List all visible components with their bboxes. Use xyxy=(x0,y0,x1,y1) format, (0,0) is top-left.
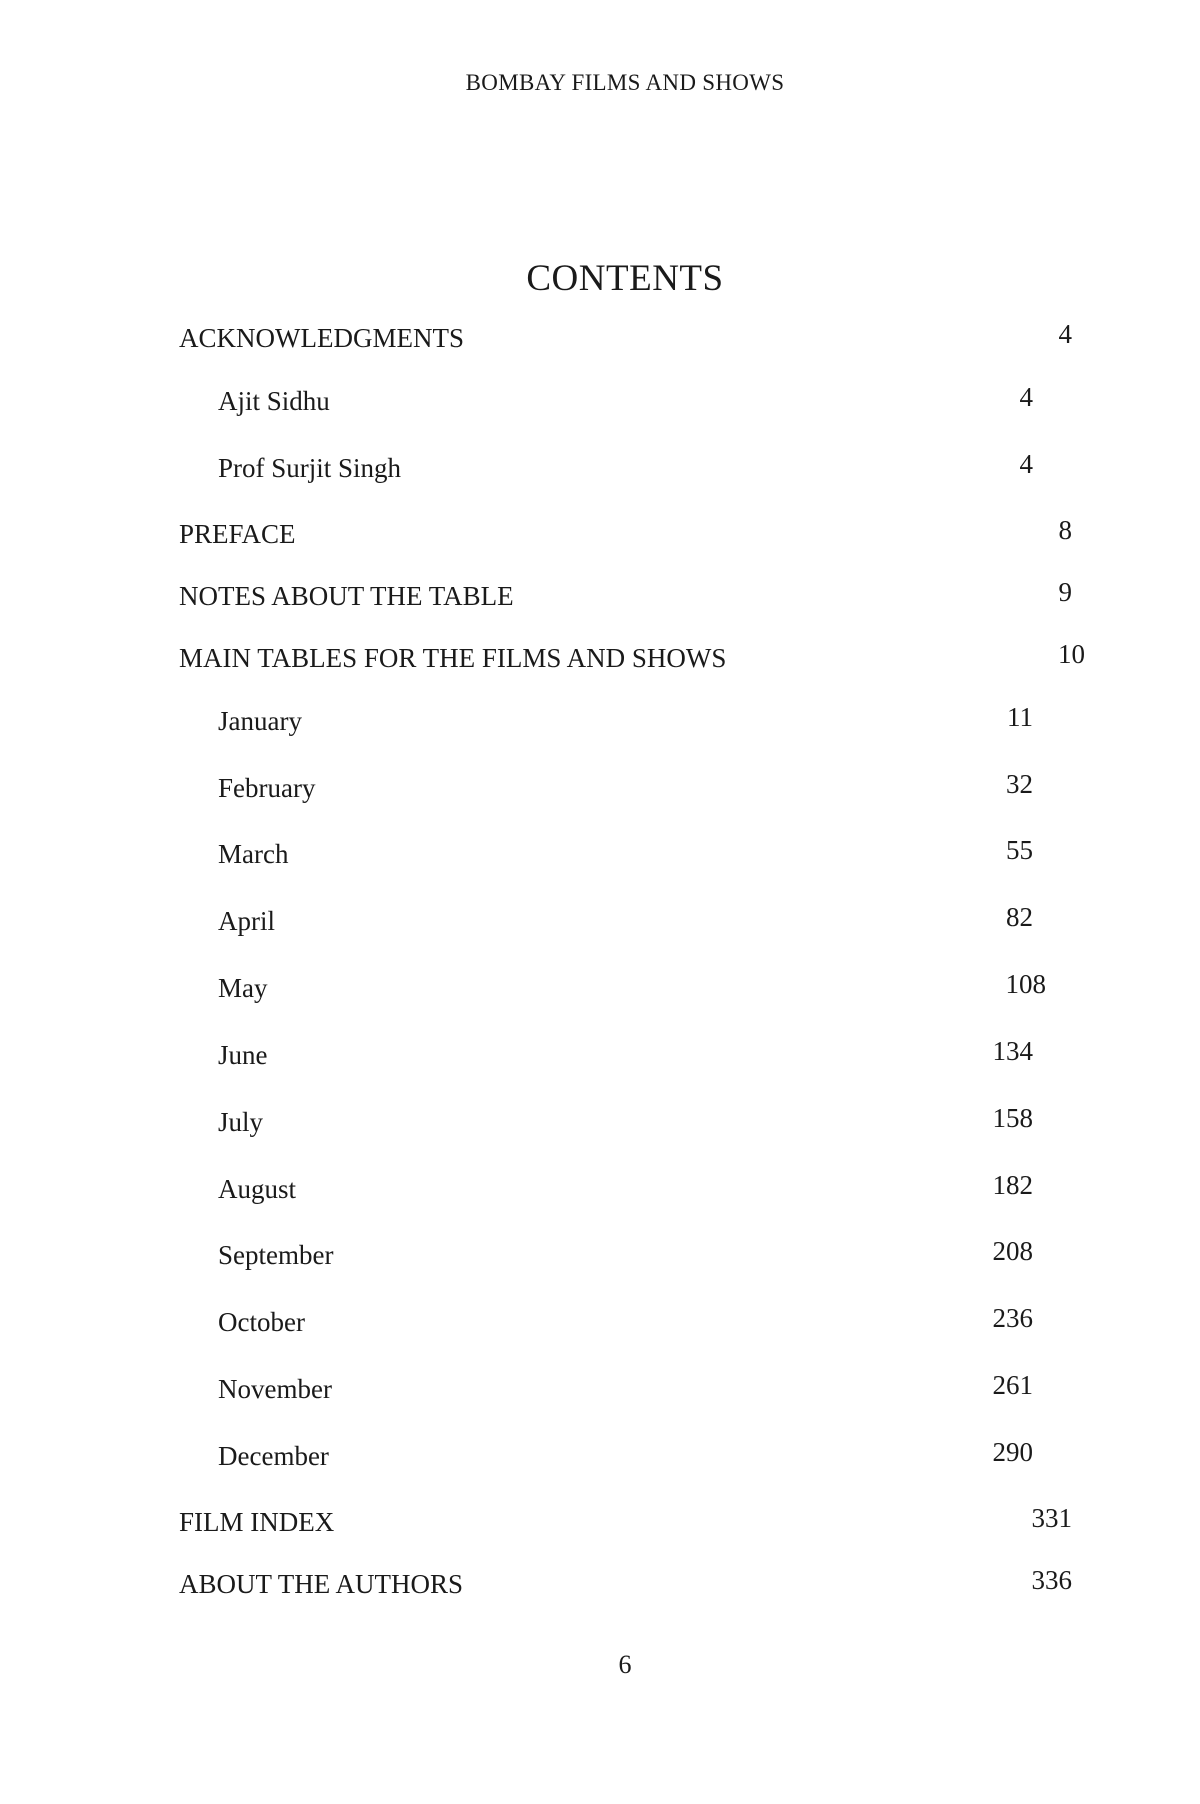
contents-title: CONTENTS xyxy=(526,258,724,299)
toc-entry-page: 331 xyxy=(1031,1503,1072,1533)
toc-entry-label: NOTES ABOUT THE TABLE xyxy=(179,581,514,611)
toc-entry-page: 208 xyxy=(992,1236,1033,1266)
toc-entry-label: April xyxy=(218,906,275,936)
toc-entry-march[interactable] xyxy=(0,835,1200,879)
toc-entry-page: 32 xyxy=(1006,769,1033,799)
toc-entry-label: December xyxy=(218,1441,329,1471)
toc-entry-label: ABOUT THE AUTHORS xyxy=(179,1569,464,1599)
toc-entry-surjit-singh[interactable] xyxy=(0,449,1200,493)
toc-entry-page: 158 xyxy=(992,1103,1033,1133)
toc-entry-label: July xyxy=(218,1107,264,1137)
toc-entry-label: September xyxy=(218,1240,334,1270)
toc-entry-label: PREFACE xyxy=(179,519,296,549)
toc-entry-label: FILM INDEX xyxy=(179,1507,335,1537)
toc-entry-page: 10 xyxy=(1058,639,1085,669)
toc-entry-december[interactable] xyxy=(0,1437,1200,1481)
toc-entry-page: 4 xyxy=(1019,449,1033,479)
toc-entry-label: Ajit Sidhu xyxy=(218,386,330,416)
toc-entry-page: 4 xyxy=(1019,382,1033,412)
toc-entry-may[interactable] xyxy=(0,969,1200,1013)
toc-entry-october[interactable] xyxy=(0,1303,1200,1347)
toc-entry-label: January xyxy=(218,706,302,736)
toc-entry-label: March xyxy=(218,839,289,869)
toc-entry-label: November xyxy=(218,1374,332,1404)
toc-entry-label: June xyxy=(218,1040,268,1070)
toc-entry-page: 9 xyxy=(1058,577,1072,607)
running-header: BOMBAY FILMS AND SHOWS xyxy=(465,70,785,95)
toc-entry-film-index[interactable] xyxy=(0,1503,1200,1547)
toc-entry-label: May xyxy=(218,973,268,1003)
toc-entry-page: 4 xyxy=(1058,319,1072,349)
toc-entry-page: 55 xyxy=(1006,835,1033,865)
toc-entry-september[interactable] xyxy=(0,1236,1200,1280)
toc-entry-label: October xyxy=(218,1307,305,1337)
toc-entry-page: 336 xyxy=(1031,1565,1072,1595)
toc-entry-label: August xyxy=(218,1174,297,1204)
toc-entry-april[interactable] xyxy=(0,902,1200,946)
toc-entry-page: 134 xyxy=(992,1036,1033,1066)
toc-entry-august[interactable] xyxy=(0,1170,1200,1214)
toc-entry-page: 11 xyxy=(1007,702,1033,732)
toc-entry-january[interactable] xyxy=(0,702,1200,746)
toc-entry-label: February xyxy=(218,773,316,803)
toc-entry-label: ACKNOWLEDGMENTS xyxy=(179,323,464,353)
toc-entry-page: 82 xyxy=(1006,902,1033,932)
toc-entry-notes[interactable] xyxy=(0,577,1200,621)
toc-entry-page: 261 xyxy=(992,1370,1033,1400)
toc-entry-page: 290 xyxy=(992,1437,1033,1467)
toc-entry-november[interactable] xyxy=(0,1370,1200,1414)
toc-entry-page: 8 xyxy=(1058,515,1072,545)
page-number: 6 xyxy=(618,1650,632,1679)
toc-entry-february[interactable] xyxy=(0,769,1200,813)
toc-entry-page: 182 xyxy=(992,1170,1033,1200)
toc-entry-about-authors[interactable] xyxy=(0,1565,1200,1609)
toc-entry-page: 108 xyxy=(1005,969,1046,999)
toc-entry-acknowledgments[interactable] xyxy=(0,319,1200,363)
toc-entry-page: 236 xyxy=(992,1303,1033,1333)
toc-entry-main-tables[interactable] xyxy=(0,639,1200,683)
toc-entry-june[interactable] xyxy=(0,1036,1200,1080)
toc-entry-preface[interactable] xyxy=(0,515,1200,559)
toc-entry-label: Prof Surjit Singh xyxy=(218,453,402,483)
toc-entry-label: MAIN TABLES FOR THE FILMS AND SHOWS xyxy=(179,643,727,673)
toc-entry-ajit-sidhu[interactable] xyxy=(0,382,1200,426)
toc-entry-july[interactable] xyxy=(0,1103,1200,1147)
